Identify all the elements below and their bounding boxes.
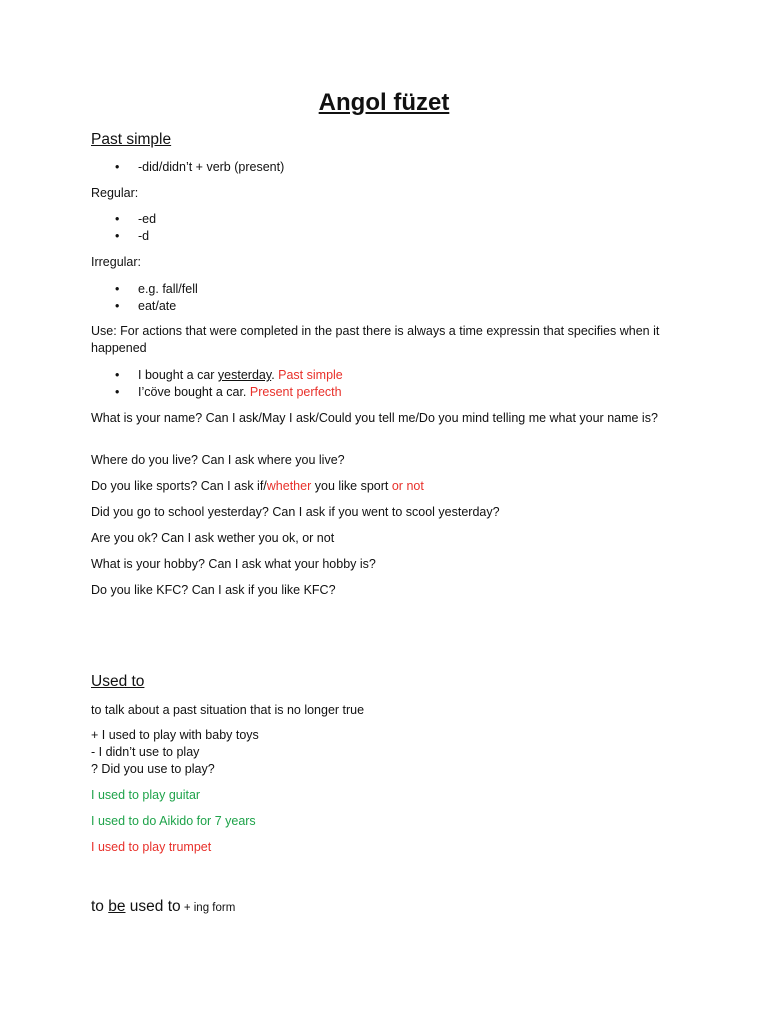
form-question: ? Did you use to play? xyxy=(91,762,215,776)
regular-item: -d xyxy=(138,229,150,243)
be-used-to-heading xyxy=(91,897,235,918)
tense-tag: Present perfecth xyxy=(249,385,342,399)
bullet-icon: • xyxy=(115,385,120,399)
form-positive: + I used to play with baby toys xyxy=(91,728,259,742)
question-text: Do you like sports? Can I ask if/ xyxy=(91,479,267,493)
question-line: Do you like KFC? Can I ask if you like KFC? xyxy=(91,583,336,597)
irregular-label: Irregular: xyxy=(91,255,142,269)
highlight-whether: whether xyxy=(266,479,312,493)
used-to-heading: Used to xyxy=(91,673,145,690)
question-text: you like sport xyxy=(311,479,392,493)
highlight-or-not: or not xyxy=(391,479,424,493)
list-item xyxy=(115,384,342,401)
question-line: What is your hobby? Can I ask what your hobby is? xyxy=(91,557,376,571)
list-item xyxy=(115,281,198,298)
question-line: Are you ok? Can I ask wether you ok, or not xyxy=(91,531,335,545)
question-line: Did you go to school yesterday? Can I ask if you went to scool yesterday? xyxy=(91,505,500,519)
bullet-icon: • xyxy=(115,160,120,174)
irregular-item: e.g. fall/fell xyxy=(138,282,198,296)
heading-part: used to xyxy=(125,898,181,915)
bullet-icon: • xyxy=(115,368,120,382)
question-line: What is your name? Can I ask/May I ask/Could you tell me/Do you mind telling me what your name is? xyxy=(91,411,658,425)
heading-part: to xyxy=(91,898,109,915)
question-line xyxy=(91,478,424,495)
list-item xyxy=(115,211,156,228)
list-item xyxy=(115,367,343,384)
tense-tag: Past simple xyxy=(278,368,343,382)
example-text: I’cöve bought a car. xyxy=(138,385,250,399)
irregular-item: eat/ate xyxy=(138,299,177,313)
question-line: Where do you live? Can I ask where you live? xyxy=(91,453,345,467)
used-to-description: to talk about a past situation that is no longer true xyxy=(91,703,365,717)
example-text: I bought a car xyxy=(138,368,218,382)
form-negative: - I didn’t use to play xyxy=(91,745,200,759)
example-underlined-word: yesterday xyxy=(217,368,272,382)
example-red: I used to play trumpet xyxy=(91,840,212,854)
bullet-icon: • xyxy=(115,299,120,313)
use-paragraph: Use: For actions that were completed in the past there is always a time expressin that specifies when it happened xyxy=(91,324,660,355)
regular-label: Regular: xyxy=(91,186,139,200)
bullet-icon: • xyxy=(115,212,120,226)
bullet-icon: • xyxy=(115,282,120,296)
example-green: I used to play guitar xyxy=(91,788,201,802)
past-simple-heading: Past simple xyxy=(91,131,172,148)
bullet-icon: • xyxy=(115,229,120,243)
example-green: I used to do Aikido for 7 years xyxy=(91,814,256,828)
example-punctuation: . xyxy=(271,368,279,382)
list-item xyxy=(115,228,149,245)
list-item xyxy=(115,159,284,176)
list-item xyxy=(115,298,176,315)
document-title: Angol füzet xyxy=(318,89,450,116)
heading-part-underlined: be xyxy=(108,898,126,915)
regular-item: -ed xyxy=(138,212,157,226)
heading-suffix: + ing form xyxy=(180,902,236,914)
rule-bullet-text: -did/didn’t + verb (present) xyxy=(138,160,285,174)
